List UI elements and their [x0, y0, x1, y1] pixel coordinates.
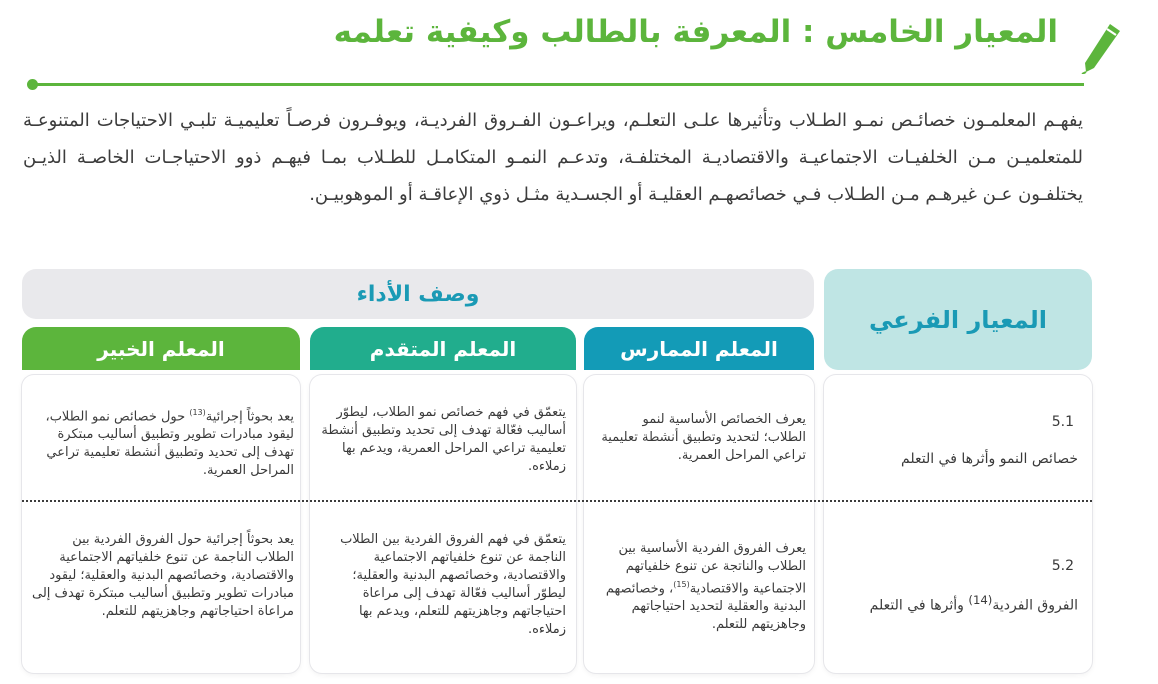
row-label: خصائص النمو وأثرها في التعلم	[901, 451, 1078, 467]
pen-icon	[1080, 22, 1122, 74]
practitioner-cell: يعرف الفروق الفردية الأساسية بين الطلاب والناتجة عن تنوع خلفياتهم الاجتماعية والاقتصادية$^{(15)}$، وخصائصهم البدنية والعقلية لتحديد احتياجاتهم وجاهزيتهم للتعلم.	[605, 541, 806, 633]
row-label: الفروق الفردية$^{(14)}$ وأثرها في التعلم	[869, 593, 1078, 614]
sub-standard-header: المعيار الفرعي	[824, 269, 1092, 370]
footnote-ref: (15)	[673, 580, 690, 589]
advanced-cell: يتعمّق في فهم الفروق الفردية بين الطلاب الناجمة عن تنوع خلفياتهم الاجتماعية والاقتصادية، وخصائصهم البدنية والعقلية؛ ليطوّر أساليب فعّالة تهدف إلى مراعاة احتياجاتهم وجاهزيتهم للتعلم، ويدعم بها زملاءه.	[340, 532, 566, 637]
advanced-cell: يتعمّق في فهم خصائص نمو الطلاب، ليطوّر أساليب فعّالة تهدف إلى تحديد وتطبيق أنشطة تعليمية تراعي المراحل العمرية، ويدعم بها زملاءه.	[321, 405, 566, 474]
page-header	[0, 0, 1158, 100]
performance-description-header: وصف الأداء	[22, 269, 814, 319]
level-header-practitioner: المعلم الممارس	[584, 327, 814, 370]
row-code: 5.2	[1051, 558, 1074, 574]
level-header-expert: المعلم الخبير	[22, 327, 300, 370]
header-divider-dot	[27, 79, 38, 90]
expert-cell: يعد بحوثاً إجرائية حول الفروق الفردية بين الطلاب الناجمة عن تنوع خلفياتهم الاجتماعية والاقتصادية، وخصائصهم البدنية والعقلية؛ ليقود مبادرات تطوير وتطبيق أساليب مبتكرة تهدف إلى مراعاة احتياجاتهم وجاهزيتهم للتعلم.	[32, 532, 294, 619]
expert-cell: يعد بحوثاً إجرائية$^{(13)}$ حول خصائص نمو الطلاب، ليقود مبادرات تطوير وتطبيق أساليب مبتكرة تهدف إلى تحديد وتطبيق أنشطة تعليمية تراعي المراحل العمرية.	[45, 408, 294, 479]
page-title: المعيار الخامس : المعرفة بالطالب وكيفية تعلمه	[333, 14, 1058, 50]
header-divider	[32, 83, 1084, 86]
level-header-advanced: المعلم المتقدم	[310, 327, 576, 370]
footnote-ref: (14)	[968, 593, 993, 607]
footnote-ref: (13)	[189, 408, 206, 417]
intro-paragraph: يفهـم المعلمـون خصائـص نمـو الطـلاب وتأثيرها علـى التعلـم، ويراعـون الفـروق الفرديـة، ويوفـرون فرصـاً تعليميـة تلبـي الاحتياجات المتنوعـة للمتعلميـن مـن الخلفيـات الاجتماعيـة والاقتصاديـة المختلفـة، وتدعـم النمـو المتكامـل للطـلاب بمـا فيهـم ذوو الاحتياجـات الخاصـة الذيـن يختلفـون عـن غيرهـم مـن الطـلاب فـي خصائصهـم العقليـة أو الجسـدية مثـل ذوي الإعاقـة أو الموهوبيـن.	[23, 110, 1083, 205]
row-divider	[22, 500, 1092, 502]
row-code: 5.1	[1051, 414, 1074, 430]
practitioner-cell: يعرف الخصائص الأساسية لنمو الطلاب؛ لتحديد وتطبيق أنشطة تعليمية تراعي المراحل العمرية.	[601, 412, 806, 463]
